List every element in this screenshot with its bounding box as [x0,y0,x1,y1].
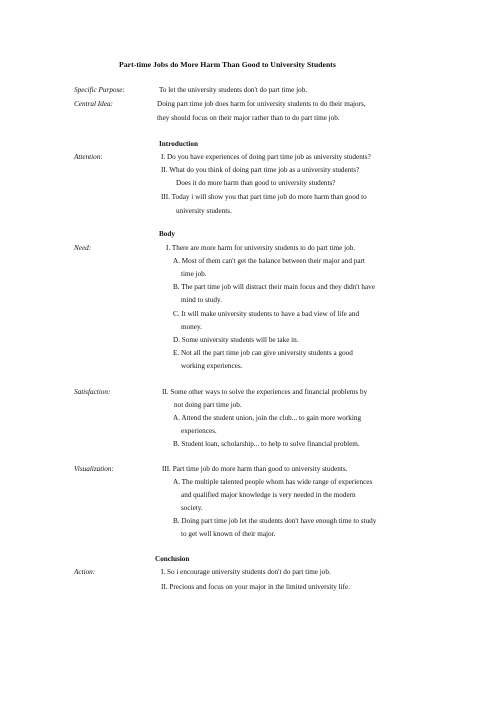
visualization-label: Visualization: [74,465,114,473]
satisfaction-line: A. Attend the student union, join the club... to gain more working [173,414,362,422]
visualization-line: A. The multiple talented people whom has wide range of experiences [173,478,373,486]
satisfaction-line: not doing part time job. [174,401,242,409]
need-label: Need: [74,244,92,252]
visualization-line: to get well known of their major. [181,530,276,538]
action-label: Action: [74,568,96,576]
need-line: B. The part time job will distract their main focus and they didn't have [173,283,375,291]
visualization-line: and qualified major knowledge is very needed in the modern [181,491,356,499]
introduction-line: III. Today i will show you that part time job do more harm than good to [161,193,367,201]
satisfaction-line: II. Some other ways to solve the experiences and financial problems by [162,388,368,396]
need-line: time job. [181,270,207,278]
need-line: working experiences. [181,362,243,370]
need-line: A. Most of them can't get the balance between their major and part [173,257,365,265]
need-line: I. There are more harm for university students to do part time job. [166,244,356,252]
visualization-line: III. Part time job do more harm than good to university students. [162,465,348,473]
satisfaction-line: B. Student loan, scholarship... to help to solve financial problem. [173,440,360,448]
introduction-line: I. Do you have experiences of doing part time job as university students? [161,153,371,161]
central-idea-line: they should focus on their major rather than to do part time job. [157,114,340,122]
central-idea-line: Doing part time job does harm for university students to do their majors, [157,100,366,108]
conclusion-line: I. So i encourage university students don't do part time job. [161,568,331,576]
body-heading: Body [159,230,175,238]
visualization-line: B. Doing part time job let the students don't have enough time to study [173,517,377,525]
need-line: C. It will make university students to have a bad view of life and [173,310,360,318]
need-line: mind to study. [181,296,222,304]
visualization-line: society. [181,504,203,512]
introduction-line: university students. [176,207,232,215]
specific-purpose-label: Specific Purpose: [74,86,125,94]
central-idea-label: Central Idea: [74,100,113,108]
need-line: E. Not all the part time job can give university students a good [173,349,353,357]
need-line: money. [181,323,202,331]
introduction-heading: Introduction [159,140,199,148]
specific-purpose-text: To let the university students don't do part time job. [159,86,308,94]
satisfaction-line: experiences. [181,427,217,435]
attention-label: Attention: [74,153,103,161]
conclusion-line: II. Precious and focus on your major in the limited university life. [161,583,351,591]
need-line: D. Some university students will be take in. [173,336,299,344]
introduction-line: Does it do more harm than good to university students? [176,179,336,187]
conclusion-heading: Conclusion [155,555,190,563]
satisfaction-label: Satisfaction: [74,388,111,396]
introduction-line: II. What do you think of doing part time job as a university students? [161,166,360,174]
document-title: Part-time Jobs do More Harm Than Good to University Students [119,60,336,69]
